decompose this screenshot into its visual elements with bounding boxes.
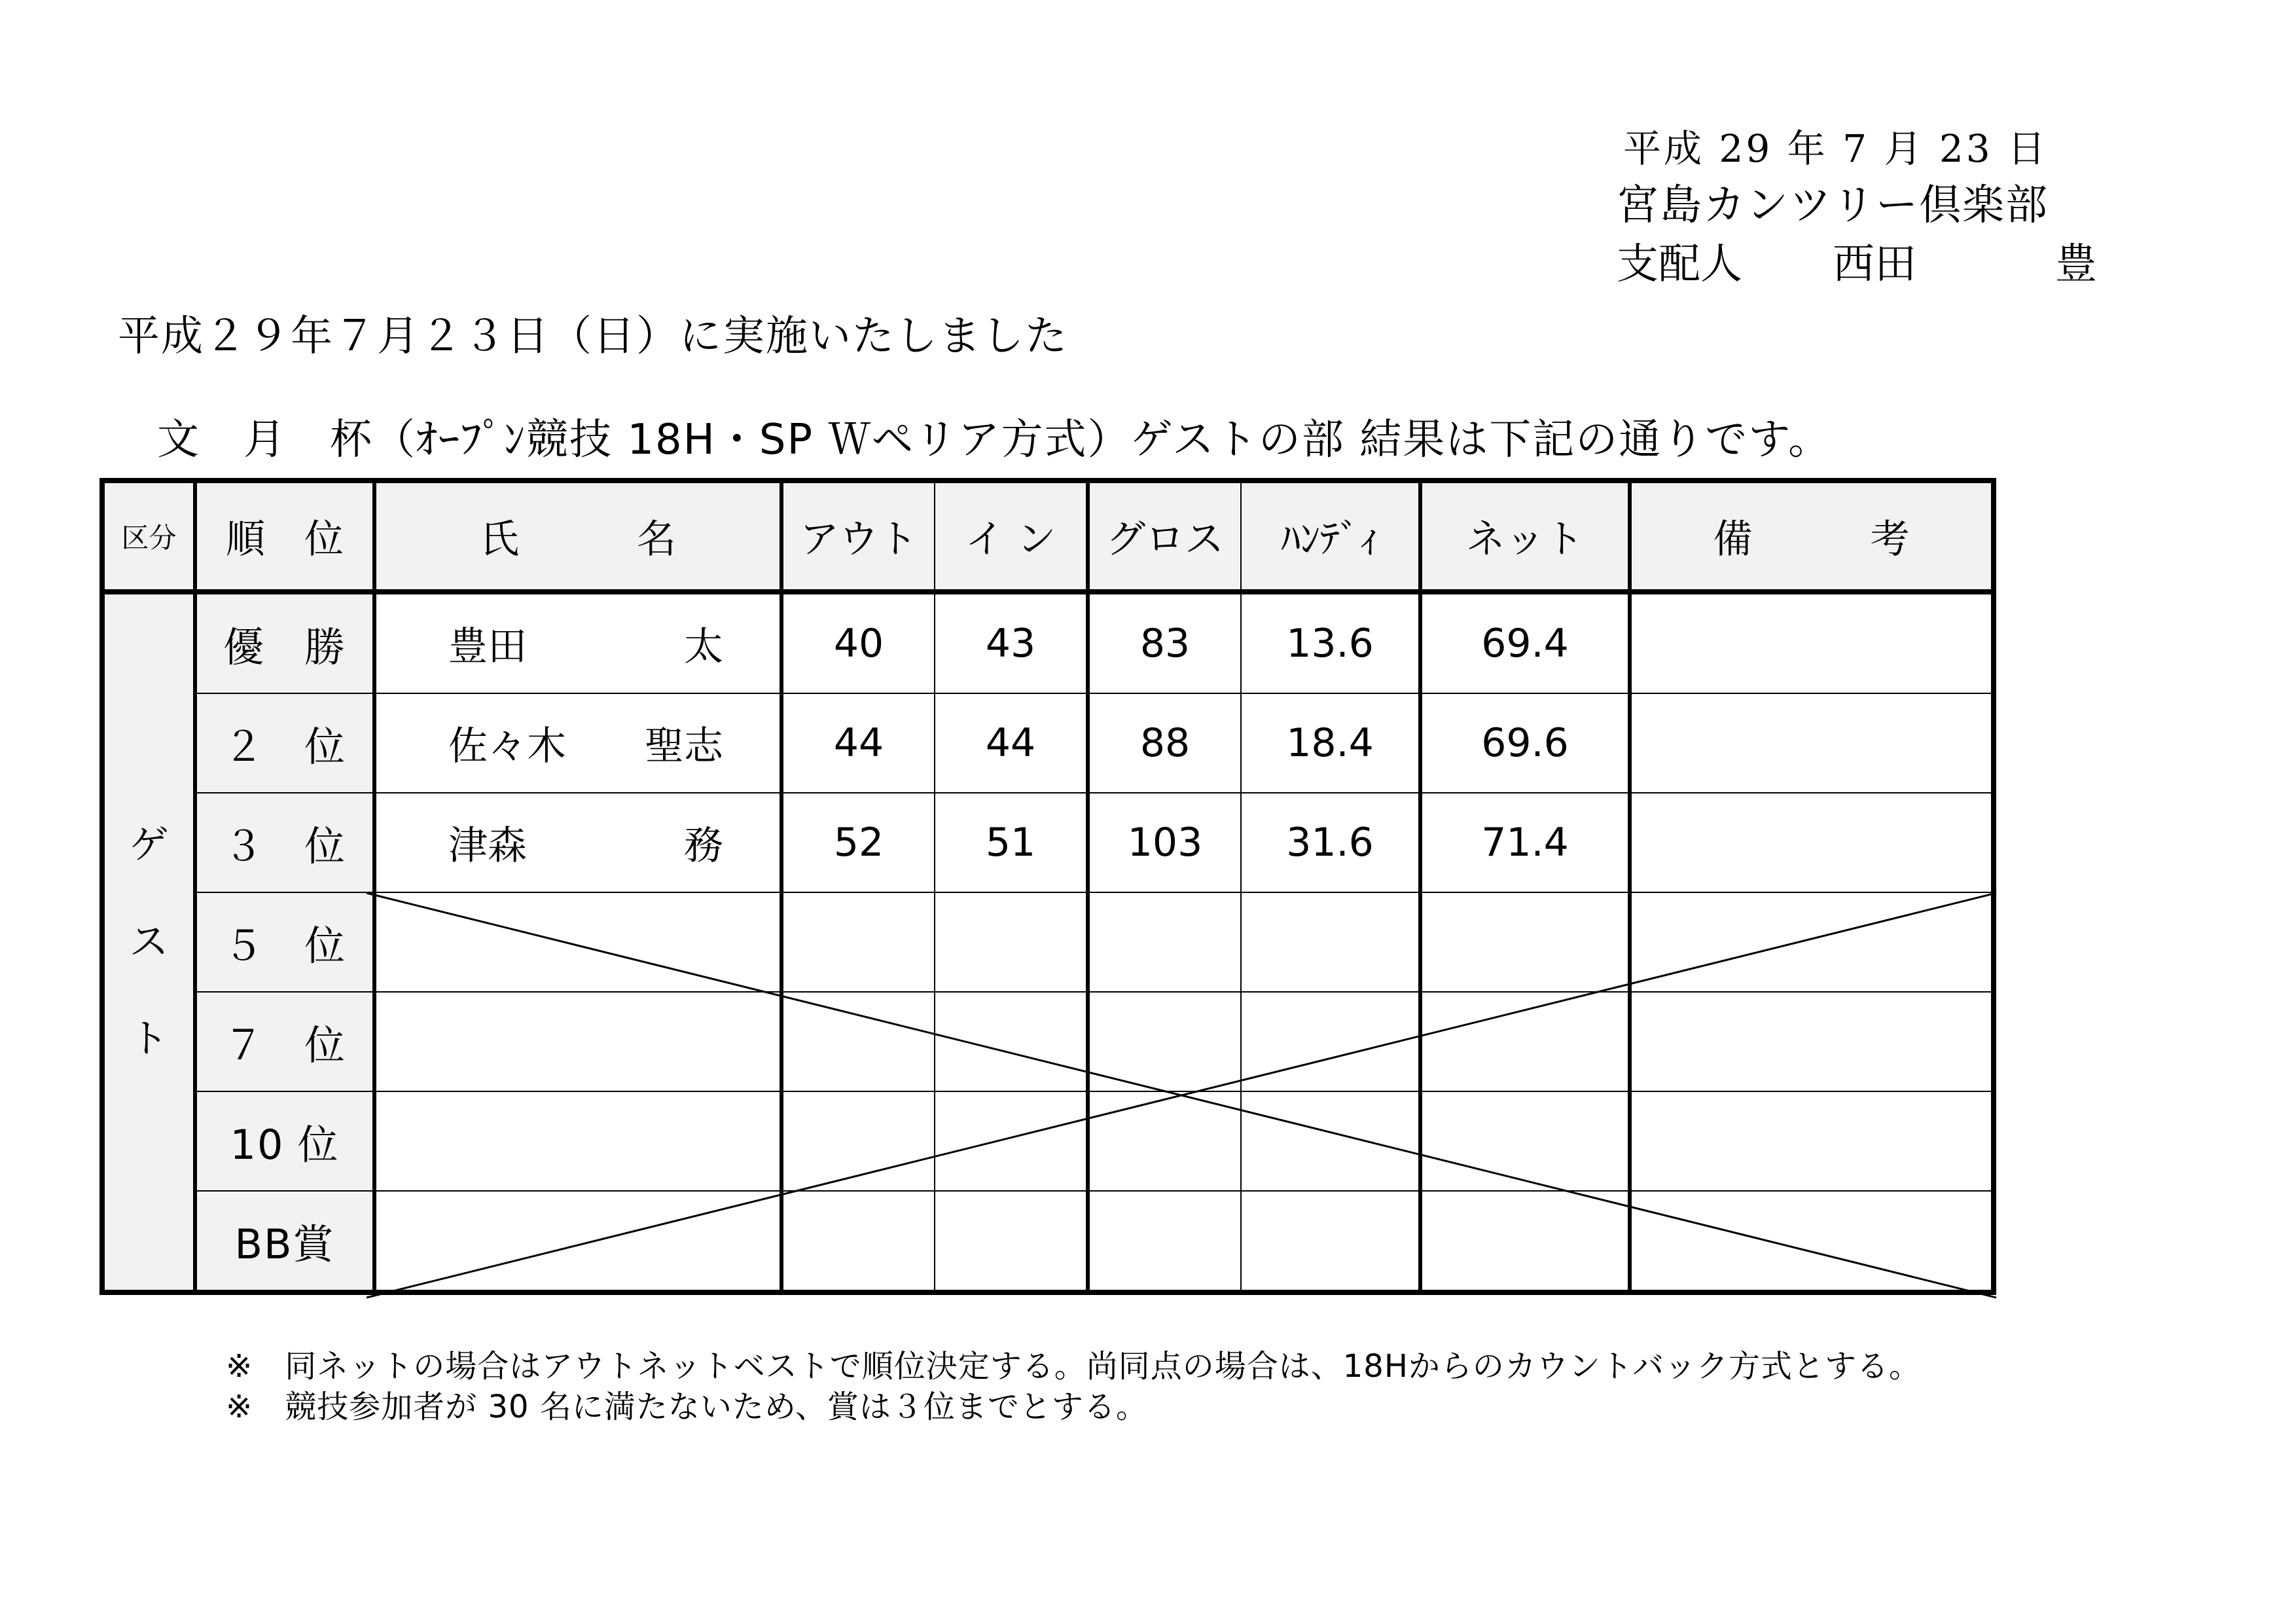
- empty-cell: [781, 1091, 935, 1191]
- empty-cell: [1420, 1191, 1630, 1292]
- empty-cell: [1420, 892, 1630, 992]
- header-name: 氏 名: [374, 481, 781, 592]
- remarks: [1630, 693, 1994, 793]
- empty-cell: [1088, 1191, 1241, 1292]
- empty-cell: [935, 1191, 1088, 1292]
- header-gross: グロス: [1088, 481, 1241, 592]
- empty-cell: [1420, 1091, 1630, 1191]
- table-row: [102, 892, 1994, 992]
- empty-cell: [935, 892, 1088, 992]
- empty-cell: [374, 992, 781, 1091]
- empty-cell: [1630, 1091, 1994, 1191]
- header-category: 区分: [102, 481, 195, 592]
- empty-cell: [1420, 992, 1630, 1091]
- table-header-row: [102, 481, 1994, 592]
- note-1: ※ 同ネットの場合はアウトネットベストで順位決定する。尚同点の場合は、18Hからのカウントバック方式とする。: [226, 1348, 1921, 1385]
- empty-cell: [1241, 992, 1420, 1091]
- category-char: ト: [129, 1016, 169, 1062]
- gross-score: 88: [1088, 693, 1241, 793]
- category-char: ゲ: [129, 822, 169, 868]
- empty-cell: [935, 992, 1088, 1091]
- handicap: 18.4: [1241, 693, 1420, 793]
- header-handicap: ﾊﾝﾃﾞｨ: [1241, 481, 1420, 592]
- empty-cell: [1241, 1191, 1420, 1292]
- remarks: [1630, 793, 1994, 892]
- empty-cell: [1088, 892, 1241, 992]
- empty-cell: [374, 892, 781, 992]
- net-score: 71.4: [1420, 793, 1630, 892]
- table-row: [102, 992, 1994, 1091]
- manager-label: 支配人: [1617, 240, 1742, 289]
- in-score: 51: [935, 793, 1088, 892]
- empty-cell: [781, 1191, 935, 1292]
- empty-cell: [374, 1191, 781, 1292]
- gross-score: 103: [1088, 793, 1241, 892]
- empty-cell: [374, 1091, 781, 1191]
- player-name: 佐々木 聖志: [374, 693, 781, 793]
- in-score: 43: [935, 592, 1088, 693]
- table-row: [102, 693, 1994, 793]
- rank-cell: BB賞: [195, 1191, 374, 1292]
- manager-given-name: 豊: [2055, 240, 2097, 289]
- competition-title: 文 月 杯（ｵｰﾌﾟﾝ競技 18H・SP Ｗペリア方式）ゲストの部 結果は下記の通りです。: [157, 416, 1832, 464]
- header-net: ネット: [1420, 481, 1630, 592]
- empty-cell: [1088, 1091, 1241, 1191]
- net-score: 69.6: [1420, 693, 1630, 793]
- header-out: アウト: [781, 481, 935, 592]
- club-name: 宮島カンツリー倶楽部: [1617, 181, 2049, 230]
- table-row: [102, 1191, 1994, 1292]
- out-score: 44: [781, 693, 935, 793]
- out-score: 52: [781, 793, 935, 892]
- rank-cell: ３ 位: [195, 793, 374, 892]
- table-row: [102, 793, 1994, 892]
- rank-cell: ７ 位: [195, 992, 374, 1091]
- header-rank: 順 位: [195, 481, 374, 592]
- rank-cell: ５ 位: [195, 892, 374, 992]
- empty-cell: [1088, 992, 1241, 1091]
- rank-cell: ２ 位: [195, 693, 374, 793]
- note-2: ※ 競技参加者が 30 名に満たないため、賞は３位までとする。: [226, 1389, 1148, 1425]
- intro-text: 平成２９年７月２３日（日）に実施いたしました: [118, 312, 1068, 361]
- out-score: 40: [781, 592, 935, 693]
- header-in: イ ン: [935, 481, 1088, 592]
- manager-family-name: 西田: [1833, 240, 1916, 289]
- empty-cell: [1241, 892, 1420, 992]
- category-char: ス: [129, 919, 169, 965]
- remarks: [1630, 592, 1994, 693]
- table-row: [102, 1091, 1994, 1191]
- document-date: 平成 29 年 7 月 23 日: [1623, 126, 2049, 171]
- empty-cell: [1630, 1191, 1994, 1292]
- player-name: 豊田 太: [374, 592, 781, 693]
- empty-cell: [1630, 892, 1994, 992]
- header-remarks: 備 考: [1630, 481, 1994, 592]
- results-table: [99, 478, 1996, 1295]
- empty-cell: [1630, 992, 1994, 1091]
- handicap: 13.6: [1241, 592, 1420, 693]
- rank-cell: 10 位: [195, 1091, 374, 1191]
- category-cell: [102, 592, 195, 1292]
- empty-cell: [781, 992, 935, 1091]
- empty-cell: [935, 1091, 1088, 1191]
- handicap: 31.6: [1241, 793, 1420, 892]
- category-label: [105, 797, 193, 1087]
- net-score: 69.4: [1420, 592, 1630, 693]
- empty-cell: [1241, 1091, 1420, 1191]
- gross-score: 83: [1088, 592, 1241, 693]
- rank-cell: 優 勝: [195, 592, 374, 693]
- player-name: 津森 務: [374, 793, 781, 892]
- table-row: [102, 592, 1994, 693]
- empty-cell: [781, 892, 935, 992]
- in-score: 44: [935, 693, 1088, 793]
